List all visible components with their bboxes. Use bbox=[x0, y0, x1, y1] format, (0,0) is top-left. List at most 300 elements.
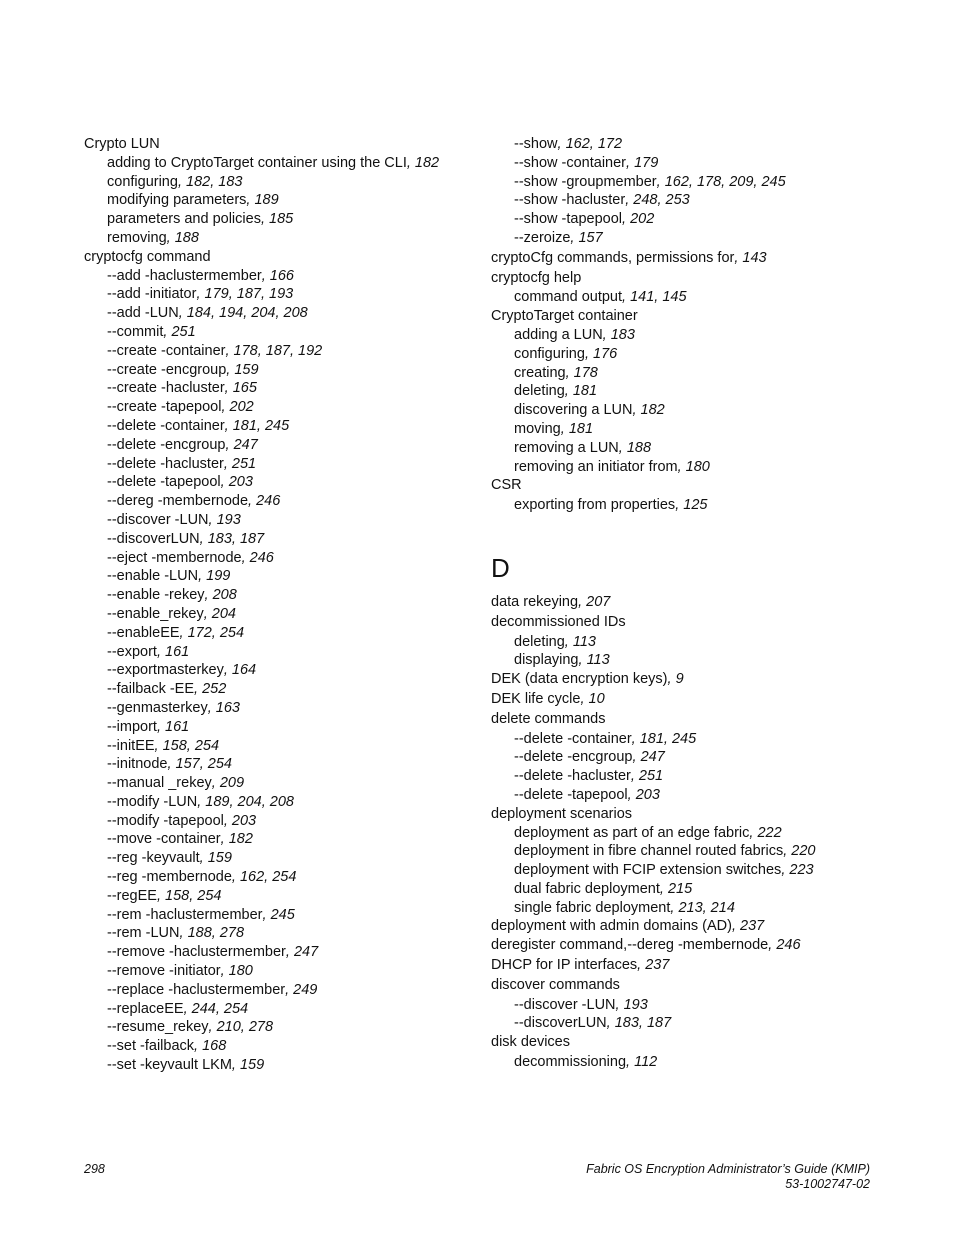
index-separator: , bbox=[154, 737, 163, 754]
index-page-refs: 180 bbox=[685, 458, 710, 475]
index-term: deployment with admin domains (AD) bbox=[491, 918, 732, 935]
index-subentry bbox=[491, 458, 891, 477]
index-term: --show -groupmember bbox=[514, 173, 657, 190]
index-term: parameters and policies bbox=[107, 211, 261, 228]
index-separator: , bbox=[618, 439, 627, 456]
index-page-refs: 237 bbox=[740, 918, 765, 935]
index-separator: , bbox=[578, 652, 587, 669]
index-term: deleting bbox=[514, 633, 565, 650]
index-separator: , bbox=[221, 399, 230, 416]
index-term: DHCP for IP interfaces bbox=[491, 957, 638, 974]
index-subentry bbox=[491, 633, 891, 652]
index-page-refs: 181 bbox=[568, 420, 594, 437]
index-entry bbox=[491, 249, 891, 268]
index-page-refs: 178, 187, 192 bbox=[233, 342, 323, 359]
index-page-refs: 203 bbox=[228, 474, 253, 491]
index-page-refs: 203 bbox=[231, 812, 257, 829]
index-subentry bbox=[491, 880, 891, 899]
index-subentry bbox=[84, 830, 474, 849]
index-subentry bbox=[491, 288, 891, 307]
index-page-refs: 215 bbox=[667, 880, 693, 897]
index-term: --replace -haclustermember bbox=[107, 981, 286, 998]
index-term: --delete -container bbox=[514, 730, 632, 747]
index-page-refs: 172, 254 bbox=[187, 624, 245, 641]
index-separator: , bbox=[622, 289, 631, 306]
index-subentry bbox=[491, 748, 891, 767]
index-separator: , bbox=[223, 662, 232, 679]
index-separator: , bbox=[208, 511, 217, 528]
index-page-refs: 188 bbox=[174, 229, 199, 246]
index-separator: , bbox=[632, 749, 641, 766]
index-term: data rekeying bbox=[491, 593, 579, 610]
index-separator: , bbox=[167, 756, 176, 773]
index-page-refs: 247 bbox=[640, 749, 665, 766]
index-term: removing a LUN bbox=[514, 439, 619, 456]
page-footer bbox=[586, 1162, 870, 1192]
document-number: 53-1002747-02 bbox=[785, 1177, 870, 1191]
index-separator: , bbox=[207, 699, 216, 716]
index-subentry bbox=[84, 342, 474, 361]
index-term: --modify -tapepool bbox=[107, 812, 224, 829]
index-page-refs: 220 bbox=[791, 843, 816, 860]
index-separator: , bbox=[557, 136, 566, 152]
index-term: --add -haclustermember bbox=[107, 267, 262, 284]
index-subentry bbox=[84, 887, 474, 906]
index-subentry bbox=[84, 455, 474, 474]
index-separator: , bbox=[183, 1000, 192, 1017]
index-separator: , bbox=[231, 1057, 240, 1074]
index-separator: , bbox=[208, 1019, 217, 1036]
index-page-refs: 183, 187 bbox=[207, 530, 265, 547]
index-column-left bbox=[84, 135, 474, 1075]
index-term: --delete -hacluster bbox=[107, 455, 224, 472]
index-term: --reg -keyvault bbox=[107, 850, 200, 867]
index-page-refs: 189 bbox=[254, 192, 279, 209]
index-separator: , bbox=[285, 944, 294, 961]
index-separator: , bbox=[225, 342, 234, 359]
index-term: dual fabric deployment bbox=[514, 880, 660, 897]
index-subentry bbox=[84, 981, 474, 1000]
index-separator: , bbox=[677, 458, 686, 475]
index-separator: , bbox=[163, 323, 172, 340]
index-term: --regEE bbox=[107, 887, 157, 904]
index-term: --delete -encgroup bbox=[107, 436, 226, 453]
index-subentry bbox=[491, 996, 891, 1015]
index-term: --rem -haclustermember bbox=[107, 906, 263, 923]
index-term: decommissioning bbox=[514, 1054, 627, 1071]
index-entry bbox=[84, 135, 474, 154]
index-entry bbox=[491, 593, 891, 612]
index-page-refs: 113 bbox=[572, 633, 596, 650]
page-number: 298 bbox=[84, 1162, 105, 1176]
index-page-refs: 244, 254 bbox=[191, 1000, 249, 1017]
index-separator: , bbox=[166, 229, 175, 246]
index-term: --delete -tapepool bbox=[514, 786, 628, 803]
index-page-refs: 188, 278 bbox=[187, 925, 245, 942]
index-subentry bbox=[84, 417, 474, 436]
index-term: --eject -membernode bbox=[107, 549, 242, 566]
index-term: --add -initiator bbox=[107, 286, 197, 303]
index-subentry bbox=[84, 173, 474, 192]
index-term: adding a LUN bbox=[514, 326, 603, 343]
index-term: CryptoTarget container bbox=[491, 308, 638, 325]
index-term: configuring bbox=[514, 345, 585, 362]
index-subentry bbox=[491, 326, 891, 345]
index-separator: , bbox=[225, 436, 234, 453]
index-subentry bbox=[84, 1018, 474, 1037]
index-subentry bbox=[491, 210, 891, 229]
index-separator: , bbox=[178, 305, 187, 322]
index-page-refs: 251 bbox=[171, 323, 196, 340]
index-entry bbox=[491, 690, 891, 709]
index-entry bbox=[491, 805, 891, 824]
index-separator: , bbox=[622, 211, 631, 228]
index-term: --enable -LUN bbox=[107, 568, 199, 585]
index-separator: , bbox=[261, 267, 270, 284]
index-separator: , bbox=[220, 963, 229, 980]
index-subentry bbox=[491, 824, 891, 843]
index-term: --delete -hacluster bbox=[514, 768, 631, 785]
index-separator: , bbox=[196, 286, 205, 303]
index-term: --failback -EE bbox=[107, 681, 195, 698]
index-separator: , bbox=[211, 775, 220, 792]
index-subentry bbox=[84, 774, 474, 793]
index-separator: , bbox=[285, 981, 294, 998]
index-separator: , bbox=[262, 906, 271, 923]
index-page-refs: 159 bbox=[239, 1057, 265, 1074]
index-term: cryptoCfg commands, permissions for bbox=[491, 249, 735, 266]
index-page-refs: 157, 254 bbox=[175, 756, 232, 773]
index-term: --initnode bbox=[107, 756, 168, 773]
index-separator: , bbox=[626, 1054, 635, 1071]
index-page-refs: 199 bbox=[206, 568, 231, 585]
index-subentry bbox=[84, 361, 474, 380]
guide-title: Fabric OS Encryption Administrator’s Guide (KMIP) bbox=[586, 1162, 870, 1176]
index-page-refs: 162, 172 bbox=[565, 136, 623, 152]
index-page-refs: 181, 245 bbox=[232, 417, 290, 434]
index-term: command output bbox=[514, 289, 623, 306]
index-page-refs: 207 bbox=[586, 593, 611, 610]
index-subentry bbox=[491, 229, 891, 248]
index-term: --discover -LUN bbox=[107, 511, 209, 528]
index-page-refs: 184, 194, 204, 208 bbox=[186, 305, 308, 322]
index-subentry bbox=[84, 868, 474, 887]
index-term: disk devices bbox=[491, 1034, 570, 1051]
index-term: deployment in fibre channel routed fabrics bbox=[514, 843, 784, 860]
index-separator: , bbox=[179, 624, 188, 641]
index-page-refs: 113 bbox=[586, 652, 610, 669]
index-subentry bbox=[491, 899, 891, 918]
index-subentry bbox=[84, 229, 474, 248]
index-separator: , bbox=[768, 937, 777, 954]
section-letter-heading: D bbox=[491, 552, 510, 583]
index-separator: , bbox=[565, 364, 574, 381]
index-entry bbox=[491, 956, 891, 975]
index-separator: , bbox=[667, 671, 676, 688]
index-page-refs: 223 bbox=[789, 862, 814, 879]
index-page-refs: 248, 253 bbox=[633, 192, 690, 209]
index-term: adding to CryptoTarget container using the CLI bbox=[107, 154, 407, 171]
index-term: --enableEE bbox=[107, 624, 180, 641]
index-separator: , bbox=[606, 1015, 615, 1032]
index-subentry bbox=[84, 304, 474, 323]
index-separator: , bbox=[241, 549, 250, 566]
index-page-refs: 178 bbox=[573, 364, 598, 381]
index-subentry bbox=[84, 962, 474, 981]
index-separator: , bbox=[220, 474, 229, 491]
index-term: --commit bbox=[107, 323, 164, 340]
index-subentry bbox=[84, 473, 474, 492]
index-page-refs: 188 bbox=[626, 439, 652, 456]
index-page-refs: 222 bbox=[757, 824, 782, 841]
index-separator: , bbox=[248, 493, 257, 510]
index-term: --create -hacluster bbox=[107, 380, 225, 397]
index-subentry bbox=[491, 345, 891, 364]
index-page-refs: 159 bbox=[207, 850, 232, 867]
index-page-refs: 125 bbox=[683, 497, 708, 514]
index-page-refs: 183, 187 bbox=[614, 1015, 672, 1032]
index-page-refs: 210, 278 bbox=[216, 1019, 274, 1036]
index-separator: , bbox=[602, 326, 611, 343]
index-term: --discoverLUN bbox=[514, 1015, 607, 1032]
index-term: --create -tapepool bbox=[107, 399, 222, 416]
index-subentry bbox=[491, 382, 891, 401]
index-page-refs: 209 bbox=[219, 775, 245, 792]
index-term: --discover -LUN bbox=[514, 996, 616, 1013]
index-page-refs: 181, 245 bbox=[639, 730, 697, 747]
index-page-refs: 182 bbox=[414, 154, 440, 171]
index-subentry bbox=[84, 567, 474, 586]
index-subentry bbox=[491, 651, 891, 670]
index-separator: , bbox=[749, 824, 758, 841]
index-separator: , bbox=[675, 497, 684, 514]
index-separator: , bbox=[260, 211, 270, 228]
index-page-refs: 237 bbox=[645, 957, 670, 974]
index-page-refs: 10 bbox=[588, 690, 605, 707]
index-page-refs: 247 bbox=[293, 944, 319, 961]
index-page-refs: 202 bbox=[630, 211, 655, 228]
index-term: --export bbox=[107, 643, 157, 660]
index-page-refs: 182 bbox=[640, 402, 665, 419]
index-term: --resume_rekey bbox=[107, 1019, 209, 1036]
index-page-refs: 181 bbox=[572, 383, 598, 400]
index-subentry bbox=[491, 420, 891, 439]
index-term: --show bbox=[514, 136, 558, 152]
index-entries-d bbox=[491, 593, 891, 1072]
index-page-refs: 168 bbox=[202, 1038, 227, 1055]
index-subentry bbox=[491, 439, 891, 458]
index-term: --modify -LUN bbox=[107, 793, 198, 810]
index-separator: , bbox=[570, 229, 579, 246]
index-term: --import bbox=[107, 718, 157, 735]
index-separator: , bbox=[659, 880, 668, 897]
index-page-refs: 161 bbox=[165, 643, 190, 660]
index-page-refs: 141, 145 bbox=[630, 289, 687, 306]
index-separator: , bbox=[783, 843, 792, 860]
index-subentry bbox=[84, 812, 474, 831]
index-term: --set -keyvault LKM bbox=[107, 1057, 232, 1074]
index-term: Crypto LUN bbox=[84, 136, 160, 152]
index-separator: , bbox=[731, 918, 741, 935]
index-separator: , bbox=[632, 402, 641, 419]
index-separator: , bbox=[560, 420, 569, 437]
index-separator: , bbox=[179, 925, 188, 942]
index-page-refs: 158, 254 bbox=[162, 737, 220, 754]
index-separator: , bbox=[627, 786, 636, 803]
index-term: deployment with FCIP extension switches bbox=[514, 862, 782, 879]
index-page-refs: 165 bbox=[232, 380, 257, 397]
index-subentry bbox=[491, 154, 891, 173]
index-subentry bbox=[84, 849, 474, 868]
index-page-refs: 157 bbox=[578, 229, 603, 246]
index-subentry bbox=[84, 586, 474, 605]
index-separator: , bbox=[156, 643, 166, 660]
index-term: --remove -initiator bbox=[107, 963, 221, 980]
index-column-right bbox=[491, 135, 891, 1072]
index-subentry bbox=[84, 605, 474, 624]
index-term: --zeroize bbox=[514, 229, 571, 246]
index-separator: , bbox=[199, 850, 208, 867]
index-term: --discoverLUN bbox=[107, 530, 200, 547]
index-page-refs: 245 bbox=[270, 906, 295, 923]
index-subentry bbox=[84, 661, 474, 680]
index-entries-continued bbox=[491, 135, 891, 515]
index-term: --show -container bbox=[514, 154, 627, 171]
index-page-refs: 247 bbox=[233, 436, 258, 453]
index-subentry bbox=[84, 323, 474, 342]
index-term: deployment scenarios bbox=[491, 805, 633, 822]
index-separator: , bbox=[223, 455, 232, 472]
index-page-refs: 9 bbox=[675, 671, 684, 688]
index-separator: , bbox=[734, 249, 743, 266]
index-separator: , bbox=[631, 730, 640, 747]
index-page-refs: 162, 254 bbox=[239, 869, 297, 886]
index-page-refs: 252 bbox=[202, 681, 227, 698]
index-term: discover commands bbox=[491, 976, 620, 993]
index-term: --dereg -membernode bbox=[107, 493, 249, 510]
index-separator: , bbox=[156, 718, 166, 735]
index-page-refs: 163 bbox=[215, 699, 240, 716]
index-separator: , bbox=[220, 831, 229, 848]
index-term: --add -LUN bbox=[107, 305, 179, 322]
index-subentry bbox=[84, 737, 474, 756]
index-term: discovering a LUN bbox=[514, 402, 633, 419]
index-separator: , bbox=[224, 380, 233, 397]
index-separator: , bbox=[670, 899, 679, 916]
index-term: removing an initiator from bbox=[514, 458, 678, 475]
index-entry bbox=[491, 710, 891, 729]
index-page-refs: 179, 187, 193 bbox=[204, 286, 294, 303]
index-entry bbox=[491, 917, 891, 936]
index-page-refs: 251 bbox=[231, 455, 257, 472]
index-page-refs: 203 bbox=[635, 786, 660, 803]
index-page-refs: 249 bbox=[293, 981, 318, 998]
index-term: --reg -membernode bbox=[107, 869, 232, 886]
index-subentry bbox=[84, 643, 474, 662]
index-term: --rem -LUN bbox=[107, 925, 180, 942]
index-separator: , bbox=[564, 383, 573, 400]
index-page-refs: 176 bbox=[593, 345, 618, 362]
index-separator: , bbox=[584, 345, 593, 362]
index-separator: , bbox=[204, 587, 213, 604]
index-page-refs: 166 bbox=[269, 267, 294, 284]
index-subentry bbox=[84, 191, 474, 210]
index-subentry bbox=[84, 624, 474, 643]
index-subentry bbox=[84, 906, 474, 925]
index-subentry bbox=[84, 492, 474, 511]
index-page-refs: 208 bbox=[212, 587, 237, 604]
index-term: --remove -haclustermember bbox=[107, 944, 286, 961]
index-page-refs: 246 bbox=[776, 937, 801, 954]
index-term: CSR bbox=[491, 477, 522, 494]
index-separator: , bbox=[637, 957, 646, 974]
index-separator: , bbox=[199, 530, 208, 547]
index-term: --manual _rekey bbox=[107, 775, 212, 792]
index-page-refs: 183 bbox=[610, 326, 635, 343]
index-subentry bbox=[84, 267, 474, 286]
index-subentry bbox=[491, 1053, 891, 1072]
index-separator: , bbox=[226, 361, 235, 378]
index-subentry bbox=[491, 786, 891, 805]
index-term: --create -container bbox=[107, 342, 226, 359]
index-entry bbox=[491, 269, 891, 288]
index-separator: , bbox=[406, 154, 415, 171]
index-term: --create -encgroup bbox=[107, 361, 227, 378]
index-entry bbox=[491, 613, 891, 632]
index-entry bbox=[491, 936, 891, 955]
index-page-refs: 189, 204, 208 bbox=[205, 793, 294, 810]
index-term: deleting bbox=[514, 383, 565, 400]
index-term: modifying parameters bbox=[107, 192, 247, 209]
index-entry bbox=[491, 476, 891, 495]
index-subentry bbox=[491, 364, 891, 383]
index-term: --replaceEE bbox=[107, 1000, 184, 1017]
index-term: DEK (data encryption keys) bbox=[491, 671, 668, 688]
index-term: --move -container bbox=[107, 831, 221, 848]
index-page-refs: 204 bbox=[211, 605, 236, 622]
index-term: --enable -rekey bbox=[107, 587, 205, 604]
index-subentry bbox=[84, 210, 474, 229]
index-subentry bbox=[84, 530, 474, 549]
index-separator: , bbox=[203, 605, 212, 622]
index-term: deregister command,--dereg -membernode bbox=[491, 937, 769, 954]
index-subentry bbox=[491, 496, 891, 515]
index-separator: , bbox=[630, 768, 639, 785]
index-page-refs: 213, 214 bbox=[678, 899, 735, 916]
index-term: cryptocfg help bbox=[491, 269, 582, 286]
index-subentry bbox=[84, 943, 474, 962]
index-page-refs: 182, 183 bbox=[186, 173, 243, 190]
index-term: deployment as part of an edge fabric bbox=[514, 824, 750, 841]
index-page-refs: 246 bbox=[256, 493, 281, 510]
index-separator: , bbox=[223, 812, 232, 829]
index-separator: , bbox=[580, 690, 589, 707]
index-subentry bbox=[491, 173, 891, 192]
index-separator: , bbox=[177, 173, 186, 190]
index-page-refs: 202 bbox=[229, 399, 254, 416]
index-term: moving bbox=[514, 420, 561, 437]
index-page-refs: 143 bbox=[742, 249, 767, 266]
index-subentry bbox=[84, 699, 474, 718]
index-page-refs: 193 bbox=[216, 511, 241, 528]
index-term: removing bbox=[107, 229, 167, 246]
index-page-refs: 193 bbox=[623, 996, 648, 1013]
index-term: --initEE bbox=[107, 737, 155, 754]
index-subentry bbox=[491, 730, 891, 749]
index-subentry bbox=[84, 718, 474, 737]
index-page-refs: 251 bbox=[638, 768, 664, 785]
index-term: decommissioned IDs bbox=[491, 613, 626, 630]
